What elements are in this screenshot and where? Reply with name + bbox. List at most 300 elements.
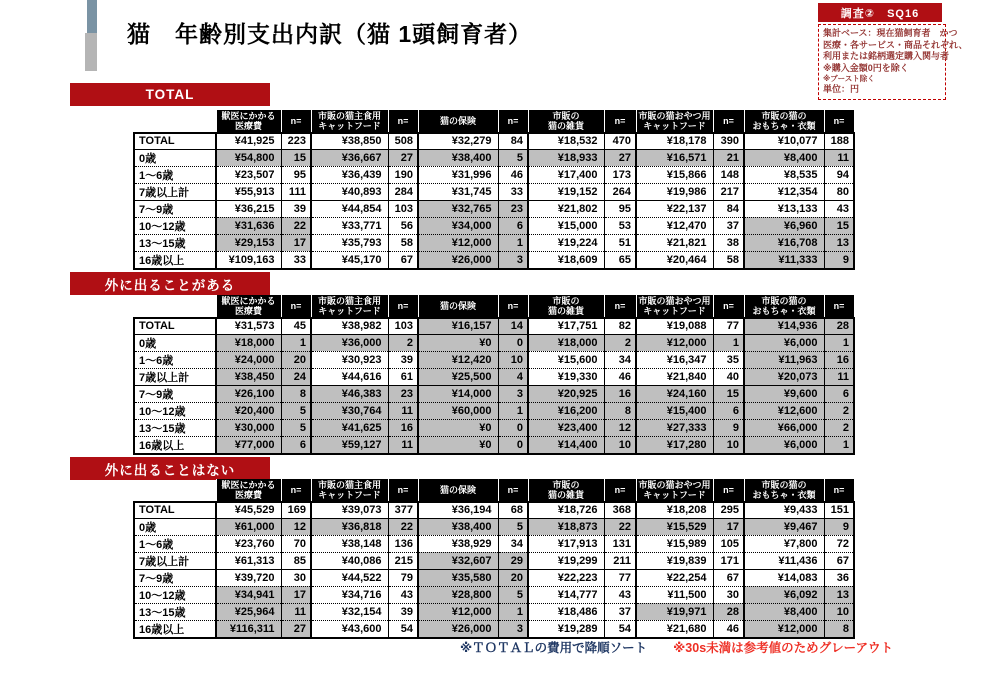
n-cell: 39 xyxy=(388,351,418,368)
value-cell: ¥6,000 xyxy=(744,436,824,454)
value-cell: ¥26,100 xyxy=(216,385,281,402)
value-cell: ¥12,600 xyxy=(744,402,824,419)
table-row xyxy=(134,518,854,535)
footnotes xyxy=(460,638,893,656)
column-header: 市販の猫おやつ用 キャットフード xyxy=(636,110,713,133)
n-cell: 37 xyxy=(713,217,744,234)
value-cell: ¥32,279 xyxy=(418,133,498,149)
table-row xyxy=(134,334,854,351)
value-cell: ¥14,777 xyxy=(528,586,604,603)
n-cell: 77 xyxy=(604,569,636,586)
value-cell: ¥13,133 xyxy=(744,200,824,217)
n-column-header: n= xyxy=(713,295,744,318)
table-row xyxy=(134,402,854,419)
n-cell: 23 xyxy=(388,385,418,402)
row-label: 7～9歳 xyxy=(134,569,216,586)
note-line: 医療・各サービス・商品それぞれ、 xyxy=(823,39,968,50)
n-cell: 173 xyxy=(604,166,636,183)
value-cell: ¥15,600 xyxy=(528,351,604,368)
value-cell: ¥41,625 xyxy=(311,419,388,436)
n-column-header: n= xyxy=(604,479,636,502)
n-cell: 27 xyxy=(604,149,636,166)
value-cell: ¥116,311 xyxy=(216,620,281,638)
n-cell: 82 xyxy=(604,318,636,334)
n-cell: 105 xyxy=(713,535,744,552)
value-cell: ¥16,157 xyxy=(418,318,498,334)
n-cell: 23 xyxy=(498,200,528,217)
n-cell: 103 xyxy=(388,200,418,217)
section-header-total: TOTAL xyxy=(70,83,270,106)
n-cell: 5 xyxy=(498,149,528,166)
n-cell: 136 xyxy=(388,535,418,552)
value-cell: ¥20,400 xyxy=(216,402,281,419)
value-cell: ¥38,850 xyxy=(311,133,388,149)
n-cell: 5 xyxy=(498,586,528,603)
table-row xyxy=(134,569,854,586)
n-cell: 9 xyxy=(824,251,854,269)
value-cell: ¥19,971 xyxy=(636,603,713,620)
value-cell: ¥16,347 xyxy=(636,351,713,368)
sort-footnote: ※ＴＯＴＡＬの費用で降順ソート xyxy=(460,641,648,655)
table-row xyxy=(134,436,854,454)
n-cell: 46 xyxy=(604,368,636,385)
n-cell: 131 xyxy=(604,535,636,552)
n-cell: 9 xyxy=(824,518,854,535)
value-cell: ¥11,500 xyxy=(636,586,713,603)
n-cell: 151 xyxy=(824,502,854,518)
n-cell: 11 xyxy=(824,149,854,166)
value-cell: ¥11,333 xyxy=(744,251,824,269)
table-row xyxy=(134,586,854,603)
value-cell: ¥36,215 xyxy=(216,200,281,217)
value-cell: ¥60,000 xyxy=(418,402,498,419)
column-header: 市販の 猫の雑貨 xyxy=(528,295,604,318)
value-cell: ¥38,929 xyxy=(418,535,498,552)
n-cell: 38 xyxy=(713,234,744,251)
n-cell: 223 xyxy=(281,133,311,149)
value-cell: ¥18,609 xyxy=(528,251,604,269)
row-label: 7歳以上計 xyxy=(134,368,216,385)
value-cell: ¥59,127 xyxy=(311,436,388,454)
n-cell: 12 xyxy=(604,419,636,436)
value-cell: ¥23,507 xyxy=(216,166,281,183)
n-cell: 2 xyxy=(604,334,636,351)
n-cell: 5 xyxy=(281,419,311,436)
table-row xyxy=(134,234,854,251)
n-column-header: n= xyxy=(281,295,311,318)
n-cell: 169 xyxy=(281,502,311,518)
value-cell: ¥31,996 xyxy=(418,166,498,183)
value-cell: ¥32,765 xyxy=(418,200,498,217)
value-cell: ¥33,771 xyxy=(311,217,388,234)
row-label: 1～6歳 xyxy=(134,351,216,368)
value-cell: ¥40,086 xyxy=(311,552,388,569)
n-cell: 43 xyxy=(604,586,636,603)
value-cell: ¥109,163 xyxy=(216,251,281,269)
value-cell: ¥21,802 xyxy=(528,200,604,217)
n-cell: 37 xyxy=(604,603,636,620)
value-cell: ¥15,866 xyxy=(636,166,713,183)
n-cell: 51 xyxy=(604,234,636,251)
value-cell: ¥34,716 xyxy=(311,586,388,603)
n-cell: 28 xyxy=(824,318,854,334)
n-column-header: n= xyxy=(824,479,854,502)
row-label: 16歳以上 xyxy=(134,620,216,638)
value-cell: ¥31,745 xyxy=(418,183,498,200)
n-cell: 29 xyxy=(498,552,528,569)
column-header: 猫の保険 xyxy=(418,479,498,502)
n-cell: 368 xyxy=(604,502,636,518)
n-cell: 27 xyxy=(281,620,311,638)
value-cell: ¥17,400 xyxy=(528,166,604,183)
value-cell: ¥17,913 xyxy=(528,535,604,552)
value-cell: ¥19,152 xyxy=(528,183,604,200)
n-cell: 2 xyxy=(824,402,854,419)
value-cell: ¥19,839 xyxy=(636,552,713,569)
n-cell: 65 xyxy=(604,251,636,269)
n-cell: 215 xyxy=(388,552,418,569)
value-cell: ¥18,486 xyxy=(528,603,604,620)
value-cell: ¥22,223 xyxy=(528,569,604,586)
n-cell: 16 xyxy=(604,385,636,402)
n-column-header: n= xyxy=(388,479,418,502)
n-cell: 13 xyxy=(824,586,854,603)
column-header: 獣医にかかる 医療費 xyxy=(216,295,281,318)
value-cell: ¥23,760 xyxy=(216,535,281,552)
value-cell: ¥8,400 xyxy=(744,149,824,166)
n-cell: 43 xyxy=(824,200,854,217)
value-cell: ¥38,450 xyxy=(216,368,281,385)
n-cell: 190 xyxy=(388,166,418,183)
n-cell: 30 xyxy=(713,586,744,603)
table-row xyxy=(134,183,854,200)
n-cell: 16 xyxy=(824,351,854,368)
value-cell: ¥14,936 xyxy=(744,318,824,334)
n-cell: 8 xyxy=(824,620,854,638)
n-cell: 34 xyxy=(498,535,528,552)
row-label: 13～15歳 xyxy=(134,603,216,620)
value-cell: ¥8,535 xyxy=(744,166,824,183)
table-row xyxy=(134,318,854,334)
n-cell: 470 xyxy=(604,133,636,149)
value-cell: ¥21,680 xyxy=(636,620,713,638)
n-cell: 10 xyxy=(604,436,636,454)
value-cell: ¥22,254 xyxy=(636,569,713,586)
column-header: 市販の 猫の雑貨 xyxy=(528,479,604,502)
n-cell: 33 xyxy=(498,183,528,200)
n-cell: 17 xyxy=(281,586,311,603)
value-cell: ¥0 xyxy=(418,436,498,454)
corner-blank-cell xyxy=(134,110,216,133)
column-header: 市販の猫の おもちゃ・衣類 xyxy=(744,110,824,133)
n-cell: 16 xyxy=(388,419,418,436)
n-cell: 40 xyxy=(713,368,744,385)
table-row xyxy=(134,502,854,518)
value-cell: ¥18,726 xyxy=(528,502,604,518)
value-cell: ¥36,194 xyxy=(418,502,498,518)
value-cell: ¥18,178 xyxy=(636,133,713,149)
value-cell: ¥44,616 xyxy=(311,368,388,385)
row-label: 1～6歳 xyxy=(134,166,216,183)
n-cell: 5 xyxy=(498,518,528,535)
column-header: 市販の猫主食用 キャットフード xyxy=(311,479,388,502)
column-header: 獣医にかかる 医療費 xyxy=(216,479,281,502)
value-cell: ¥17,751 xyxy=(528,318,604,334)
value-cell: ¥38,400 xyxy=(418,518,498,535)
value-cell: ¥36,000 xyxy=(311,334,388,351)
n-cell: 30 xyxy=(281,569,311,586)
n-cell: 11 xyxy=(281,603,311,620)
value-cell: ¥26,000 xyxy=(418,251,498,269)
value-cell: ¥12,000 xyxy=(418,234,498,251)
n-column-header: n= xyxy=(388,110,418,133)
value-cell: ¥9,433 xyxy=(744,502,824,518)
value-cell: ¥30,000 xyxy=(216,419,281,436)
n-cell: 85 xyxy=(281,552,311,569)
row-label: TOTAL xyxy=(134,502,216,518)
value-cell: ¥38,400 xyxy=(418,149,498,166)
n-cell: 188 xyxy=(824,133,854,149)
value-cell: ¥14,083 xyxy=(744,569,824,586)
n-cell: 70 xyxy=(281,535,311,552)
value-cell: ¥12,420 xyxy=(418,351,498,368)
value-cell: ¥19,299 xyxy=(528,552,604,569)
left-accent-bar-blue xyxy=(87,0,97,33)
value-cell: ¥22,137 xyxy=(636,200,713,217)
n-cell: 217 xyxy=(713,183,744,200)
n-column-header: n= xyxy=(281,110,311,133)
column-header: 市販の猫おやつ用 キャットフード xyxy=(636,295,713,318)
n-cell: 211 xyxy=(604,552,636,569)
n-cell: 1 xyxy=(824,436,854,454)
value-cell: ¥6,000 xyxy=(744,334,824,351)
value-cell: ¥24,160 xyxy=(636,385,713,402)
n-cell: 22 xyxy=(604,518,636,535)
row-label: 16歳以上 xyxy=(134,251,216,269)
n-cell: 24 xyxy=(281,368,311,385)
table-stays-inside xyxy=(133,479,855,639)
value-cell: ¥23,400 xyxy=(528,419,604,436)
n-cell: 6 xyxy=(824,385,854,402)
value-cell: ¥25,964 xyxy=(216,603,281,620)
value-cell: ¥30,764 xyxy=(311,402,388,419)
column-header: 猫の保険 xyxy=(418,110,498,133)
n-cell: 46 xyxy=(498,166,528,183)
page-title: 猫 年齢別支出内訳（猫 1頭飼育者） xyxy=(127,21,533,47)
n-cell: 27 xyxy=(388,149,418,166)
n-column-header: n= xyxy=(604,295,636,318)
column-header: 市販の猫主食用 キャットフード xyxy=(311,295,388,318)
n-column-header: n= xyxy=(388,295,418,318)
n-cell: 13 xyxy=(824,234,854,251)
value-cell: ¥16,200 xyxy=(528,402,604,419)
n-cell: 15 xyxy=(281,149,311,166)
n-cell: 22 xyxy=(388,518,418,535)
value-cell: ¥55,913 xyxy=(216,183,281,200)
n-cell: 1 xyxy=(824,334,854,351)
table-row xyxy=(134,251,854,269)
survey-tag-badge: 調査② SQ16 xyxy=(818,3,942,22)
n-cell: 8 xyxy=(281,385,311,402)
column-header: 市販の猫主食用 キャットフード xyxy=(311,110,388,133)
note-line: 単位：円 xyxy=(823,84,860,94)
n-cell: 72 xyxy=(824,535,854,552)
value-cell: ¥19,224 xyxy=(528,234,604,251)
section-header-goes-outside: 外に出ることがある xyxy=(70,272,270,295)
value-cell: ¥14,000 xyxy=(418,385,498,402)
value-cell: ¥8,400 xyxy=(744,603,824,620)
n-cell: 67 xyxy=(824,552,854,569)
value-cell: ¥10,077 xyxy=(744,133,824,149)
value-cell: ¥32,607 xyxy=(418,552,498,569)
n-cell: 20 xyxy=(498,569,528,586)
n-cell: 0 xyxy=(498,334,528,351)
row-label: 10～12歳 xyxy=(134,402,216,419)
table-row xyxy=(134,419,854,436)
n-cell: 39 xyxy=(281,200,311,217)
table-row xyxy=(134,620,854,638)
n-cell: 36 xyxy=(824,569,854,586)
n-cell: 20 xyxy=(281,351,311,368)
value-cell: ¥11,436 xyxy=(744,552,824,569)
n-column-header: n= xyxy=(713,479,744,502)
value-cell: ¥44,854 xyxy=(311,200,388,217)
value-cell: ¥0 xyxy=(418,419,498,436)
value-cell: ¥39,073 xyxy=(311,502,388,518)
table-row xyxy=(134,166,854,183)
n-cell: 80 xyxy=(824,183,854,200)
n-cell: 111 xyxy=(281,183,311,200)
table-row xyxy=(134,552,854,569)
n-cell: 12 xyxy=(281,518,311,535)
n-cell: 17 xyxy=(713,518,744,535)
value-cell: ¥17,280 xyxy=(636,436,713,454)
row-label: 16歳以上 xyxy=(134,436,216,454)
n-cell: 1 xyxy=(498,603,528,620)
value-cell: ¥0 xyxy=(418,334,498,351)
n-cell: 46 xyxy=(713,620,744,638)
n-cell: 58 xyxy=(388,234,418,251)
value-cell: ¥19,289 xyxy=(528,620,604,638)
note-line: ※ブースト除く xyxy=(823,74,875,83)
n-column-header: n= xyxy=(281,479,311,502)
n-cell: 377 xyxy=(388,502,418,518)
value-cell: ¥43,600 xyxy=(311,620,388,638)
n-column-header: n= xyxy=(498,110,528,133)
table-row xyxy=(134,149,854,166)
row-label: TOTAL xyxy=(134,318,216,334)
n-cell: 84 xyxy=(498,133,528,149)
n-cell: 3 xyxy=(498,620,528,638)
n-cell: 0 xyxy=(498,436,528,454)
n-cell: 3 xyxy=(498,251,528,269)
value-cell: ¥15,529 xyxy=(636,518,713,535)
row-label: 7歳以上計 xyxy=(134,183,216,200)
n-cell: 2 xyxy=(388,334,418,351)
note-line: 集計ベース：現在猫飼育者 かつ xyxy=(823,28,958,38)
n-column-header: n= xyxy=(824,110,854,133)
row-label: 0歳 xyxy=(134,518,216,535)
value-cell: ¥21,821 xyxy=(636,234,713,251)
n-cell: 15 xyxy=(824,217,854,234)
value-cell: ¥46,383 xyxy=(311,385,388,402)
n-cell: 95 xyxy=(604,200,636,217)
value-cell: ¥18,000 xyxy=(528,334,604,351)
n-cell: 54 xyxy=(604,620,636,638)
n-cell: 67 xyxy=(388,251,418,269)
column-header: 市販の猫おやつ用 キャットフード xyxy=(636,479,713,502)
note-line: ※購入金額0円を除く xyxy=(823,62,909,73)
value-cell: ¥18,933 xyxy=(528,149,604,166)
n-cell: 0 xyxy=(498,419,528,436)
n-cell: 43 xyxy=(388,586,418,603)
n-cell: 22 xyxy=(281,217,311,234)
n-column-header: n= xyxy=(713,110,744,133)
value-cell: ¥30,923 xyxy=(311,351,388,368)
table-row xyxy=(134,133,854,149)
value-cell: ¥9,600 xyxy=(744,385,824,402)
row-label: 1～6歳 xyxy=(134,535,216,552)
n-cell: 508 xyxy=(388,133,418,149)
n-column-header: n= xyxy=(498,479,528,502)
table-row xyxy=(134,200,854,217)
row-label: 0歳 xyxy=(134,149,216,166)
value-cell: ¥34,000 xyxy=(418,217,498,234)
n-cell: 103 xyxy=(388,318,418,334)
value-cell: ¥6,960 xyxy=(744,217,824,234)
n-cell: 6 xyxy=(281,436,311,454)
value-cell: ¥54,800 xyxy=(216,149,281,166)
n-cell: 14 xyxy=(498,318,528,334)
row-label: 7～9歳 xyxy=(134,200,216,217)
value-cell: ¥77,000 xyxy=(216,436,281,454)
n-cell: 15 xyxy=(713,385,744,402)
value-cell: ¥39,720 xyxy=(216,569,281,586)
n-cell: 10 xyxy=(713,436,744,454)
row-label: TOTAL xyxy=(134,133,216,149)
column-header: 獣医にかかる 医療費 xyxy=(216,110,281,133)
n-column-header: n= xyxy=(604,110,636,133)
n-cell: 33 xyxy=(281,251,311,269)
value-cell: ¥15,000 xyxy=(528,217,604,234)
value-cell: ¥20,925 xyxy=(528,385,604,402)
n-cell: 9 xyxy=(713,419,744,436)
value-cell: ¥11,963 xyxy=(744,351,824,368)
value-cell: ¥6,092 xyxy=(744,586,824,603)
n-cell: 54 xyxy=(388,620,418,638)
value-cell: ¥35,580 xyxy=(418,569,498,586)
n-cell: 5 xyxy=(281,402,311,419)
n-cell: 1 xyxy=(498,402,528,419)
n-cell: 148 xyxy=(713,166,744,183)
n-cell: 84 xyxy=(713,200,744,217)
row-label: 10～12歳 xyxy=(134,586,216,603)
value-cell: ¥41,925 xyxy=(216,133,281,149)
value-cell: ¥7,800 xyxy=(744,535,824,552)
n-cell: 2 xyxy=(824,419,854,436)
value-cell: ¥29,153 xyxy=(216,234,281,251)
section-header-stays-inside: 外に出ることはない xyxy=(70,457,270,480)
value-cell: ¥34,941 xyxy=(216,586,281,603)
n-cell: 17 xyxy=(281,234,311,251)
row-label: 0歳 xyxy=(134,334,216,351)
value-cell: ¥66,000 xyxy=(744,419,824,436)
n-column-header: n= xyxy=(824,295,854,318)
n-cell: 61 xyxy=(388,368,418,385)
n-cell: 171 xyxy=(713,552,744,569)
table-row xyxy=(134,603,854,620)
value-cell: ¥18,000 xyxy=(216,334,281,351)
